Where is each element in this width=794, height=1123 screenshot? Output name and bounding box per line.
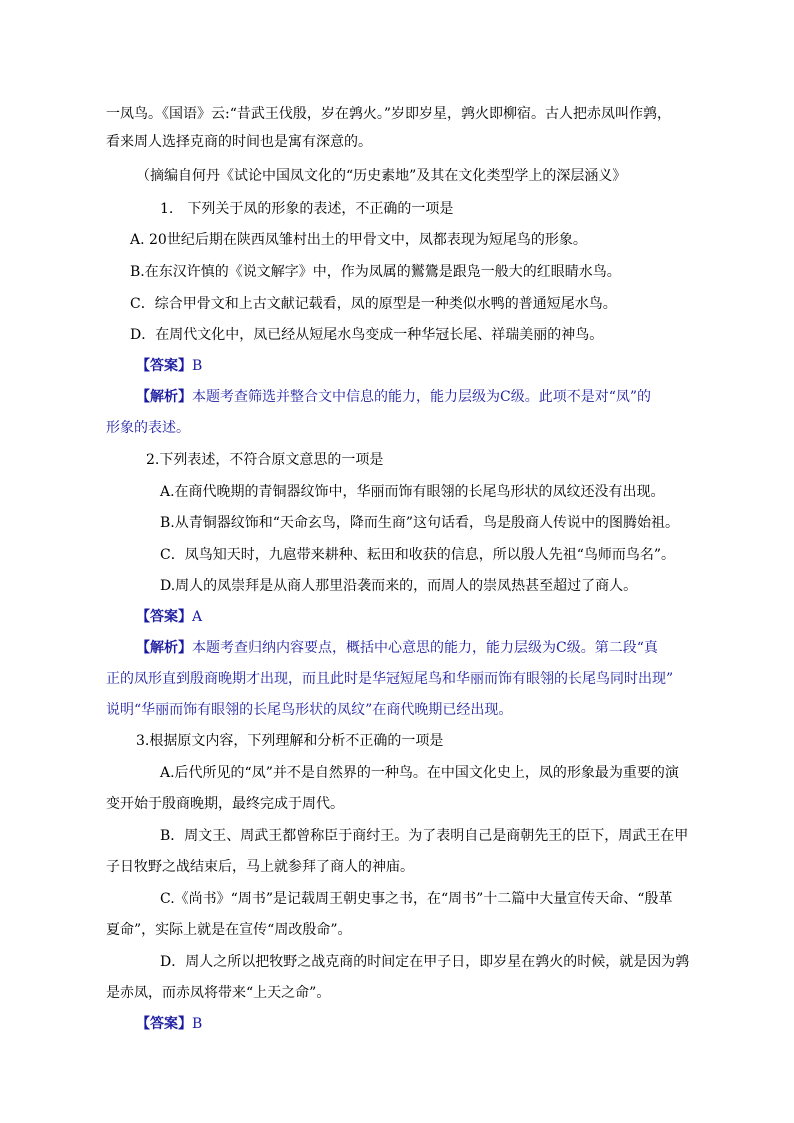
q1-option-d: D．在周代文化中，凤已经从短尾水鸟变成一种华冠长尾、祥瑞美丽的神鸟。 bbox=[130, 327, 604, 343]
q1-option-b: B.在东汉许慎的《说文解字》中，作为凤属的鸑鷟是跟凫一般大的红眼睛水鸟。 bbox=[130, 264, 621, 280]
answer-tag: 【答案】 bbox=[136, 1016, 192, 1032]
answer-value: B bbox=[192, 358, 203, 374]
q1-option-a: A. 20世纪后期在陕西凤雏村出土的甲骨文中，凤都表现为短尾鸟的形象。 bbox=[130, 232, 587, 248]
q1-analysis-line-1 bbox=[136, 387, 651, 407]
q3-option-d-line-1: D．周人之所以把牧野之战克商的时间定在甲子日，即岁星在鹑火的时候，就是因为鹑 bbox=[160, 954, 690, 970]
q2-answer bbox=[136, 607, 202, 627]
analysis-tag: 【解析】 bbox=[136, 640, 192, 656]
answer-value: B bbox=[192, 1016, 203, 1032]
passage-line-1: 一凤鸟。《国语》云:“昔武王伐殷，岁在鹑火。”岁即岁星，鹑火即柳宿。古人把赤凤叫作鹑， bbox=[106, 106, 672, 122]
q2-analysis-line-3: 说明“华丽而饰有眼翎的长尾鸟形状的凤纹”在商代晚期已经出现。 bbox=[106, 702, 513, 718]
answer-tag: 【答案】 bbox=[136, 358, 192, 374]
q3-option-a-line-1: A.后代所见的“凤”并不是自然界的一种鸟。在中国文化史上，凤的形象最为重要的演 bbox=[160, 765, 679, 781]
passage-line-2: 看来周人选择克商的时间也是寓有深意的。 bbox=[106, 134, 372, 150]
q3-option-a-line-2: 变开始于殷商晚期，最终完成于周代。 bbox=[106, 796, 344, 812]
q1-answer bbox=[136, 356, 202, 376]
q1-option-c: C．综合甲骨文和上古文献记载看，凤的原型是一种类似水鸭的普通短尾水鸟。 bbox=[130, 296, 617, 312]
q3-option-c-line-2: 夏命”，实际上就是在宣传“周改殷命”。 bbox=[106, 922, 352, 938]
answer-value: A bbox=[192, 609, 203, 625]
q3-option-d-line-2: 是赤凤，而赤凤将带来“上天之命”。 bbox=[106, 985, 331, 1001]
q2-option-b: B.从青铜器纹饰和“天命玄鸟，降而生商”这句话看，鸟是殷商人传说中的图腾始祖。 bbox=[160, 515, 680, 531]
analysis-text: 本题考查筛选并整合文中信息的能力，能力层级为C级。此项不是对“凤”的 bbox=[192, 389, 652, 405]
q1-analysis-line-2: 形象的表述。 bbox=[106, 420, 190, 436]
q2-option-a: A.在商代晚期的青铜器纹饰中，华丽而饰有眼翎的长尾鸟形状的凤纹还没有出现。 bbox=[160, 484, 665, 500]
q3-option-b-line-2: 子日牧野之战结束后，马上就参拜了商人的神庙。 bbox=[106, 859, 414, 875]
q3-option-c-line-1: C.《尚书》“周书”是记载周王朝史事之书，在“周书”十二篇中大量宣传天命、“殷革 bbox=[160, 891, 673, 907]
answer-tag: 【答案】 bbox=[136, 609, 192, 625]
q3-stem: 3.根据原文内容，下列理解和分析不正确的一项是 bbox=[136, 733, 444, 749]
q3-option-b-line-1: B．周文王、周武王都曾称臣于商纣王。为了表明自己是商朝先王的臣下，周武王在甲 bbox=[160, 828, 689, 844]
q1-stem: 1. 下列关于凤的形象的表述，不正确的一项是 bbox=[160, 201, 454, 217]
q2-stem: 2.下列表述，不符合原文意思的一项是 bbox=[146, 452, 384, 468]
q2-analysis-line-1 bbox=[136, 638, 658, 658]
passage-source: （摘编自何丹《试论中国凤文化的“历史素地”及其在文化类型学上的深层涵义》 bbox=[136, 168, 627, 184]
analysis-tag: 【解析】 bbox=[136, 389, 192, 405]
q2-analysis-line-2: 正的凤形直到殷商晚期才出现，而且此时是华冠短尾鸟和华丽而饰有眼翎的长尾鸟同时出现” bbox=[106, 671, 674, 687]
q3-answer bbox=[136, 1014, 202, 1034]
q2-option-c: C．凤鸟知天时，九扈带来耕种、耘田和收获的信息，所以殷人先祖“鸟师而鸟名”。 bbox=[160, 547, 676, 563]
q2-option-d: D.周人的凤崇拜是从商人那里沿袭而来的，而周人的崇凤热甚至超过了商人。 bbox=[160, 578, 638, 594]
analysis-text: 本题考查归纳内容要点，概括中心意思的能力，能力层级为C级。第二段“真 bbox=[192, 640, 658, 656]
